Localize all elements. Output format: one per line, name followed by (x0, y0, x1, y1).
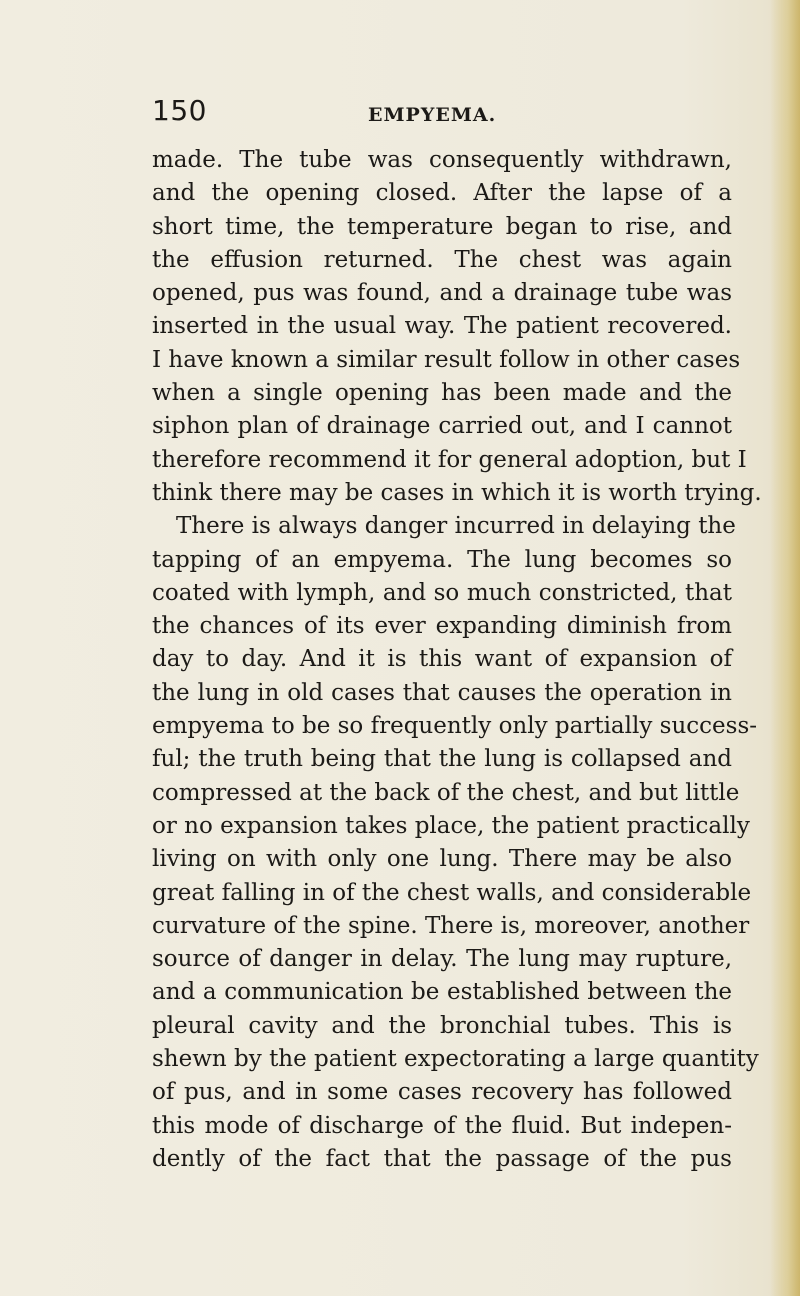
page-number: 150 (152, 94, 207, 127)
text-line: source of danger in delay. The lung may rupture, (152, 946, 732, 973)
text-line: the effusion returned. The chest was again (152, 246, 732, 273)
text-line: the chances of its ever expanding diminish from (152, 613, 732, 640)
text-line: and a communication be established between the (152, 979, 732, 1006)
text-line: dently of the fact that the passage of the pus (152, 1145, 732, 1172)
running-head: EMPYEMA. (368, 104, 497, 126)
text-line: empyema to be so frequently only partially success- (152, 713, 758, 740)
text-line: ful; the truth being that the lung is collapsed and (152, 746, 732, 773)
body-text (152, 144, 762, 1176)
text-line: and the opening closed. After the lapse of a (152, 180, 732, 207)
text-line: think there may be cases in which it is worth trying. (152, 479, 762, 506)
text-line: or no expansion takes place, the patient practically (152, 812, 750, 839)
text-line: the lung in old cases that causes the operation in (152, 679, 732, 706)
text-line: of pus, and in some cases recovery has followed (152, 1079, 732, 1106)
text-line: inserted in the usual way. The patient recovered. (152, 313, 732, 340)
text-line: pleural cavity and the bronchial tubes. This is (152, 1012, 732, 1039)
text-line: I have known a similar result follow in other cases (152, 346, 741, 373)
text-line: great falling in of the chest walls, and considerable (152, 879, 752, 906)
text-line: day to day. And it is this want of expansion of (152, 646, 732, 673)
text-line: living on with only one lung. There may be also (152, 846, 732, 873)
text-line: siphon plan of drainage carried out, and I cannot (152, 413, 732, 440)
text-line: this mode of discharge of the fluid. But indepen- (152, 1112, 732, 1139)
page-edge-shading (770, 0, 800, 1296)
text-line: compressed at the back of the chest, and but little (152, 779, 740, 806)
text-line: when a single opening has been made and the (152, 380, 732, 407)
page-header (152, 93, 712, 133)
text-line: therefore recommend it for general adoption, but I (152, 446, 747, 473)
text-line: curvature of the spine. There is, moreover, another (152, 912, 750, 939)
text-line: opened, pus was found, and a drainage tube was (152, 280, 732, 307)
text-line: tapping of an empyema. The lung becomes so (152, 546, 732, 573)
text-line: shewn by the patient expectorating a large quantity (152, 1046, 759, 1073)
text-line-paragraph-start: There is always danger incurred in delaying the (176, 513, 736, 540)
text-line: coated with lymph, and so much constricted, that (152, 579, 732, 606)
text-line: short time, the temperature began to rise, and (152, 213, 732, 240)
text-line: made. The tube was consequently withdrawn, (152, 147, 732, 173)
